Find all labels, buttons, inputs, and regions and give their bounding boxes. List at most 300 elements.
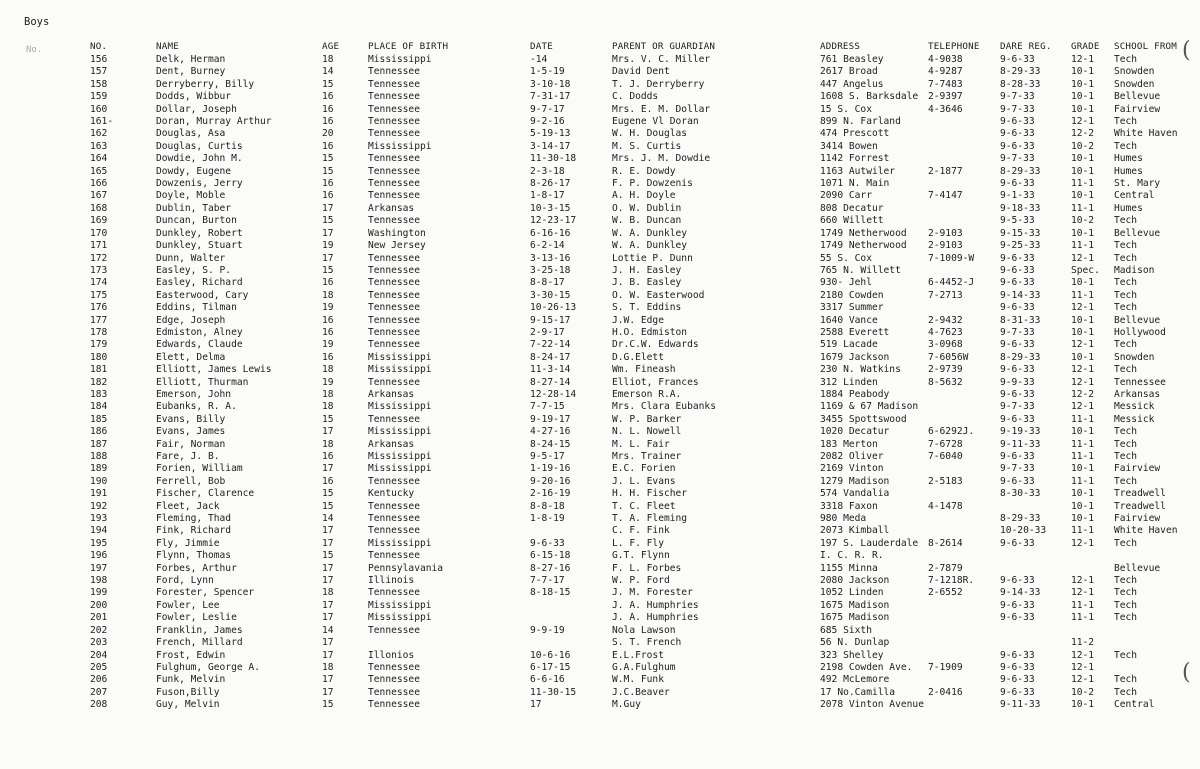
cell-address: 519 Lacade <box>820 339 878 351</box>
cell-place-of-birth: Arkansas <box>368 388 415 400</box>
cell-grade: 11-1 <box>1070 178 1095 190</box>
cell-address: 312 Linden <box>820 376 878 388</box>
cell-address: 1020 Decatur <box>820 426 890 438</box>
cell-telephone <box>926 178 998 190</box>
cell-no: 157 <box>90 66 108 78</box>
table-row <box>88 315 1197 327</box>
cell-no: 180 <box>90 351 108 363</box>
cell-school-from: Tech <box>1113 339 1138 351</box>
cell-grade: 12-1 <box>1070 54 1095 65</box>
cell-school-from: Tech <box>1113 116 1138 128</box>
cell-date: 10-26-13 <box>530 302 577 314</box>
cell-age: 16 <box>322 326 334 338</box>
table-row <box>88 54 1197 66</box>
cell-no: 198 <box>90 575 108 587</box>
cell-name: Fulghum, George A. <box>156 661 260 673</box>
cell-place-of-birth: Tennessee <box>368 314 420 326</box>
cell-date-registered: 9-18-33 <box>999 202 1041 214</box>
cell-telephone: 4-1478 <box>927 500 963 512</box>
cell-parent: C. Dodds <box>612 91 659 103</box>
cell-grade: 10-2 <box>1070 215 1095 227</box>
cell-date: 7-7-17 <box>530 575 565 587</box>
cell-no: 188 <box>90 451 108 462</box>
cell-address: 685 Sixth <box>820 624 872 636</box>
table-row <box>88 91 1197 103</box>
cell-parent: Emerson R.A. <box>612 388 682 400</box>
table-row <box>88 699 1197 711</box>
cell-parent: T. J. Derryberry <box>612 78 705 90</box>
cell-date-registered: 9-7-33 <box>999 153 1035 165</box>
cell-parent: J. A. Humphries <box>612 599 699 611</box>
cell-telephone: 7-1009-W <box>927 252 975 264</box>
table-row <box>88 104 1197 116</box>
cell-address: 1884 Peabody <box>820 388 890 400</box>
cell-telephone: 7-1909 <box>927 661 963 673</box>
cell-parent: Mrs. V. C. Miller <box>612 54 711 65</box>
cell-place-of-birth: Tennessee <box>368 513 420 525</box>
cell-place-of-birth: Tennessee <box>368 587 420 599</box>
cell-name: Dunkley, Stuart <box>156 240 243 252</box>
cell-name: Fischer, Clarence <box>156 488 255 500</box>
table-row <box>88 265 1197 277</box>
cell-address: 574 Vandalia <box>820 488 890 500</box>
cell-parent: H. H. Fischer <box>612 488 688 500</box>
cell-date: 7-31-17 <box>530 91 571 103</box>
cell-parent: J. B. Easley <box>612 277 682 289</box>
cell-place-of-birth: Tennessee <box>368 413 420 425</box>
cell-grade: 10-1 <box>1070 488 1095 500</box>
cell-address: 17 No.Camilla <box>820 686 896 698</box>
cell-age: 18 <box>322 54 334 65</box>
cell-address: 1155 Minna <box>820 562 878 574</box>
cell-no: 174 <box>90 277 108 289</box>
cell-name: Fuson,Billy <box>156 686 220 698</box>
cell-school-from: Tech <box>1113 252 1138 264</box>
cell-name: Douglas, Asa <box>156 128 226 140</box>
cell-grade: 11-1 <box>1070 599 1095 611</box>
cell-name: Ford, Lynn <box>156 575 214 587</box>
column-header-grade: GRADE <box>1070 41 1100 53</box>
cell-date-registered: 8-29-33 <box>999 165 1041 177</box>
cell-no: 202 <box>90 624 108 636</box>
cell-address: 2090 Carr <box>820 190 872 202</box>
cell-grade: 12-1 <box>1070 364 1095 376</box>
cell-age: 16 <box>322 351 334 363</box>
cell-name: Easterwood, Cary <box>156 289 249 301</box>
cell-date: 2-3-18 <box>530 165 565 177</box>
cell-school-from: Humes <box>1113 202 1143 214</box>
cell-date-registered: 8-30-33 <box>999 488 1041 500</box>
cell-no: 173 <box>90 264 108 276</box>
cell-address: 1749 Netherwood <box>820 227 907 239</box>
cell-school-from: Humes <box>1113 165 1143 177</box>
cell-no: 197 <box>90 562 108 574</box>
cell-address: 197 S. Lauderdale <box>820 537 919 549</box>
cell-address: 2617 Broad <box>820 66 878 78</box>
cell-address: 447 Angelus <box>820 78 884 90</box>
cell-date: 10-6-16 <box>530 649 571 661</box>
cell-school-from: Treadwell <box>1113 500 1166 512</box>
cell-no: 172 <box>90 252 108 264</box>
cell-grade: 10-1 <box>1070 426 1095 438</box>
cell-telephone: 2-9739 <box>927 364 963 376</box>
enrollment-table <box>88 41 1197 712</box>
cell-school-from: Messick <box>1113 413 1155 425</box>
cell-parent: W. P. Barker <box>612 413 682 425</box>
cell-telephone <box>926 116 998 128</box>
cell-date: 4-27-16 <box>530 426 571 438</box>
cell-address: 1163 Autwiler <box>820 165 896 177</box>
cell-school-from: Snowden <box>1113 78 1155 90</box>
cell-name: Franklin, James <box>156 624 243 636</box>
table-row <box>88 79 1197 91</box>
cell-no: 171 <box>90 240 108 252</box>
table-row <box>88 116 1197 128</box>
cell-school-from: Tech <box>1113 364 1138 376</box>
cell-age: 18 <box>322 661 334 673</box>
cell-date: 17 <box>530 699 542 711</box>
cell-age: 15 <box>322 488 334 500</box>
cell-telephone: 2-1877 <box>927 165 963 177</box>
cell-grade: 10-1 <box>1070 699 1095 711</box>
cell-telephone <box>926 612 998 624</box>
cell-address: 808 Decatur <box>820 202 884 214</box>
cell-parent: Eugene Vl Doran <box>612 116 699 128</box>
cell-place-of-birth: Illinois <box>368 575 415 587</box>
cell-school-from: Tech <box>1113 438 1138 450</box>
cell-date: 5-19-13 <box>530 128 571 140</box>
cell-address: 1749 Netherwood <box>820 240 907 252</box>
cell-no: 168 <box>90 202 108 214</box>
cell-place-of-birth: Mississippi <box>368 537 432 549</box>
cell-name: Dunn, Walter <box>156 252 226 264</box>
cell-grade: 10-1 <box>1070 91 1095 103</box>
cell-grade: 12-1 <box>1070 339 1095 351</box>
cell-place-of-birth: Tennessee <box>368 91 420 103</box>
cell-grade: 11-2 <box>1070 637 1095 649</box>
cell-grade: 12-1 <box>1070 649 1095 661</box>
table-row <box>88 687 1197 699</box>
cell-date-registered: 9-25-33 <box>999 240 1041 252</box>
cell-no: 178 <box>90 326 108 338</box>
cell-name: Dollar, Joseph <box>156 103 237 115</box>
cell-grade: 12-1 <box>1070 575 1095 587</box>
cell-age: 16 <box>322 178 334 190</box>
cell-date-registered: 9-11-33 <box>999 699 1041 711</box>
cell-school-from: Tech <box>1113 686 1138 698</box>
table-row <box>88 352 1197 364</box>
cell-telephone: 7-2713 <box>927 289 963 301</box>
cell-date: 8-27-16 <box>530 562 571 574</box>
cell-telephone <box>926 401 998 413</box>
cell-age: 16 <box>322 140 334 152</box>
cell-date-registered: 9-1-33 <box>999 190 1035 202</box>
cell-grade: 11-1 <box>1070 475 1095 487</box>
table-row <box>88 377 1197 389</box>
cell-address: 55 S. Cox <box>820 252 872 264</box>
cell-grade: 10-1 <box>1070 227 1095 239</box>
header-row <box>88 41 1197 54</box>
cell-place-of-birth: Mississippi <box>368 401 432 413</box>
cell-grade: 11-1 <box>1070 612 1095 624</box>
cell-address: 1675 Madison <box>820 612 890 624</box>
cell-date: 8-8-17 <box>530 277 565 289</box>
cell-date-registered: 9-6-33 <box>999 339 1035 351</box>
cell-age: 18 <box>322 438 334 450</box>
cell-no: 162 <box>90 128 108 140</box>
cell-telephone: 7-1218R. <box>927 575 975 587</box>
cell-parent: Wm. Fineash <box>612 364 676 376</box>
cell-place-of-birth: Tennessee <box>368 302 420 314</box>
cell-telephone: 6-6292J. <box>927 426 975 438</box>
cell-telephone: 8-2614 <box>927 537 963 549</box>
cell-parent: Mrs. Clara Eubanks <box>612 401 716 413</box>
cell-name: Fink, Richard <box>156 525 232 537</box>
table-row <box>88 203 1197 215</box>
cell-school-from: Hollywood <box>1113 326 1166 338</box>
cell-age: 17 <box>322 463 334 475</box>
cell-age: 14 <box>322 513 334 525</box>
cell-age: 15 <box>322 78 334 90</box>
cell-name: Forien, William <box>156 463 243 475</box>
cell-place-of-birth: Tennessee <box>368 674 420 686</box>
cell-grade: 12-1 <box>1070 116 1095 128</box>
cell-address: 2080 Jackson <box>820 575 890 587</box>
cell-date: 8-26-17 <box>530 178 571 190</box>
cell-no: 161- <box>90 116 114 128</box>
cell-place-of-birth: Tennessee <box>368 500 420 512</box>
table-row <box>88 389 1197 401</box>
cell-grade: 12-2 <box>1070 128 1095 140</box>
cell-address: 2180 Cowden <box>820 289 884 301</box>
table-row <box>88 575 1197 587</box>
cell-school-from: Tech <box>1113 289 1138 301</box>
cell-telephone <box>926 463 998 475</box>
cell-no: 191 <box>90 488 108 500</box>
cell-telephone <box>926 141 998 153</box>
cell-name: Dowzenis, Jerry <box>156 178 243 190</box>
cell-parent: Elliot, Frances <box>612 376 699 388</box>
cell-telephone <box>926 128 998 140</box>
cell-parent: A. H. Doyle <box>612 190 676 202</box>
table-body <box>88 54 1197 712</box>
cell-age: 17 <box>322 649 334 661</box>
cell-name: Elett, Delma <box>156 351 226 363</box>
cell-address: 1279 Madison <box>820 475 890 487</box>
cell-date-registered: 9-6-33 <box>999 575 1035 587</box>
cell-parent: Nola Lawson <box>612 624 676 636</box>
cell-place-of-birth: Tennessee <box>368 178 420 190</box>
cell-date-registered: 9-6-33 <box>999 388 1035 400</box>
table-row <box>88 128 1197 140</box>
cell-date-registered: 9-15-33 <box>999 227 1041 239</box>
cell-age: 15 <box>322 264 334 276</box>
cell-address: 2588 Everett <box>820 326 890 338</box>
cell-no: 206 <box>90 674 108 686</box>
cell-no: 185 <box>90 413 108 425</box>
margin-label: No. <box>26 45 43 55</box>
cell-date-registered: 9-6-33 <box>999 54 1035 65</box>
cell-school-from: Tech <box>1113 475 1138 487</box>
cell-date: 2-16-19 <box>530 488 571 500</box>
cell-address: 1675 Madison <box>820 599 890 611</box>
cell-no: 195 <box>90 537 108 549</box>
table-row <box>88 550 1197 562</box>
column-header-date: DATE <box>530 41 553 53</box>
cell-grade: 12-1 <box>1070 252 1095 264</box>
cell-parent: J. L. Evans <box>612 475 676 487</box>
cell-name: Fair, Norman <box>156 438 226 450</box>
cell-school-from: Tech <box>1113 426 1138 438</box>
cell-date: 6-16-16 <box>530 227 571 239</box>
cell-name: Easley, S. P. <box>156 264 232 276</box>
cell-age: 15 <box>322 500 334 512</box>
cell-parent: M. L. Fair <box>612 438 670 450</box>
cell-no: 183 <box>90 388 108 400</box>
cell-address: 1071 N. Main <box>820 178 890 190</box>
cell-place-of-birth: Tennessee <box>368 686 420 698</box>
cell-age: 16 <box>322 277 334 289</box>
cell-age: 15 <box>322 215 334 227</box>
cell-parent: J. M. Forester <box>612 587 693 599</box>
cell-grade: 12-1 <box>1070 401 1095 413</box>
cell-address: 761 Beasley <box>820 54 884 65</box>
cell-date-registered: 9-6-33 <box>999 674 1035 686</box>
cell-grade: 11-1 <box>1070 438 1095 450</box>
table-row <box>88 513 1197 525</box>
cell-place-of-birth: Illonios <box>368 649 415 661</box>
cell-grade: 10-1 <box>1070 500 1095 512</box>
cell-school-from: Tech <box>1113 575 1138 587</box>
cell-parent: S. T. Eddins <box>612 302 682 314</box>
cell-age: 17 <box>322 537 334 549</box>
cell-date: 6-15-18 <box>530 550 571 562</box>
cell-parent: O. W. Easterwood <box>612 289 705 301</box>
cell-grade <box>1069 563 1112 575</box>
cell-age: 17 <box>322 674 334 686</box>
cell-address: 2078 Vinton Avenue <box>820 699 924 711</box>
cell-telephone: 2-5183 <box>927 475 963 487</box>
cell-date-registered: 8-29-33 <box>999 66 1041 78</box>
cell-parent: T. C. Fleet <box>612 500 676 512</box>
cell-grade: 10-1 <box>1070 513 1095 525</box>
cell-name: French, Millard <box>156 637 243 649</box>
cell-date: 9-15-17 <box>530 314 571 326</box>
cell-address: I. C. R. R. <box>820 550 884 562</box>
table-row <box>88 587 1197 599</box>
table-row <box>88 625 1197 637</box>
cell-date-registered: 9-6-33 <box>999 140 1035 152</box>
cell-school-from: Tech <box>1113 587 1138 599</box>
cell-address: 1052 Linden <box>820 587 884 599</box>
cell-grade: 10-1 <box>1070 463 1095 475</box>
cell-date-registered: 9-6-33 <box>999 178 1035 190</box>
cell-date: 3-10-18 <box>530 78 571 90</box>
cell-date: 9-7-17 <box>530 103 565 115</box>
cell-no: 159 <box>90 91 108 103</box>
table-row <box>88 612 1197 624</box>
cell-date: -14 <box>530 54 548 65</box>
cell-date: 8-27-14 <box>530 376 571 388</box>
cell-school-from <box>1112 625 1197 637</box>
cell-parent: N. L. Nowell <box>612 426 682 438</box>
cell-address: 492 McLemore <box>820 674 890 686</box>
cell-telephone <box>926 389 998 401</box>
cell-no: 170 <box>90 227 108 239</box>
cell-parent: F. L. Forbes <box>612 562 682 574</box>
cell-address: 2073 Kimball <box>820 525 890 537</box>
cell-name: Duncan, Burton <box>156 215 237 227</box>
cell-name: Edge, Joseph <box>156 314 226 326</box>
cell-age: 18 <box>322 388 334 400</box>
table-row <box>88 662 1197 674</box>
cell-date: 12-28-14 <box>530 388 577 400</box>
cell-school-from: Central <box>1113 190 1155 202</box>
table-row <box>88 364 1197 376</box>
cell-date-registered: 9-14-33 <box>999 289 1041 301</box>
cell-telephone: 7-6056W <box>927 351 969 363</box>
cell-parent: Mrs. E. M. Dollar <box>612 103 711 115</box>
cell-parent: W.M. Funk <box>612 674 664 686</box>
column-header-place-of-birth: PLACE OF BIRTH <box>368 41 449 53</box>
cell-school-from: Madison <box>1113 264 1155 276</box>
cell-place-of-birth: Mississippi <box>368 364 432 376</box>
cell-name: Forester, Spencer <box>156 587 255 599</box>
cell-parent: E.L.Frost <box>612 649 664 661</box>
cell-place-of-birth: Tennessee <box>368 190 420 202</box>
cell-school-from: Tech <box>1113 215 1138 227</box>
cell-address: 765 N. Willett <box>820 264 901 276</box>
cell-age: 17 <box>322 227 334 239</box>
cell-date: 1-19-16 <box>530 463 571 475</box>
cell-age: 19 <box>322 376 334 388</box>
cell-date-registered: 10-20-33 <box>999 525 1047 537</box>
table-row <box>88 463 1197 475</box>
cell-grade: 10-1 <box>1070 78 1095 90</box>
cell-place-of-birth: Tennessee <box>368 525 420 537</box>
cell-telephone: 8-5632 <box>927 376 963 388</box>
cell-school-from <box>1112 637 1197 649</box>
cell-parent: J. H. Easley <box>612 264 682 276</box>
cell-place-of-birth: Tennessee <box>368 339 420 351</box>
cell-age: 17 <box>322 686 334 698</box>
cell-name: Douglas, Curtis <box>156 140 243 152</box>
cell-school-from: Tech <box>1113 649 1138 661</box>
cell-school-from: Messick <box>1113 401 1155 413</box>
cell-age: 15 <box>322 699 334 711</box>
cell-age: 16 <box>322 91 334 103</box>
cell-age: 18 <box>322 364 334 376</box>
cell-date: 9-5-17 <box>530 451 565 462</box>
cell-name: Fowler, Lee <box>156 599 220 611</box>
cell-date-registered: 8-29-33 <box>999 513 1041 525</box>
cell-no: 193 <box>90 513 108 525</box>
cell-date: 6-2-14 <box>530 240 565 252</box>
cell-name: Guy, Melvin <box>156 699 220 711</box>
cell-telephone: 4-3646 <box>927 103 963 115</box>
cell-date-registered: 9-19-33 <box>999 426 1041 438</box>
cell-date: 11-30-15 <box>530 686 577 698</box>
column-header-date-registered: DARE REG. <box>999 41 1052 53</box>
cell-name: Emerson, John <box>156 388 232 400</box>
cell-school-from: White Haven <box>1113 128 1178 140</box>
cell-age: 15 <box>322 165 334 177</box>
cell-school-from: Bellevue <box>1113 91 1161 103</box>
cell-age: 17 <box>322 612 334 624</box>
cell-grade: 12-1 <box>1070 376 1095 388</box>
cell-no: 164 <box>90 153 108 165</box>
cell-no: 169 <box>90 215 108 227</box>
